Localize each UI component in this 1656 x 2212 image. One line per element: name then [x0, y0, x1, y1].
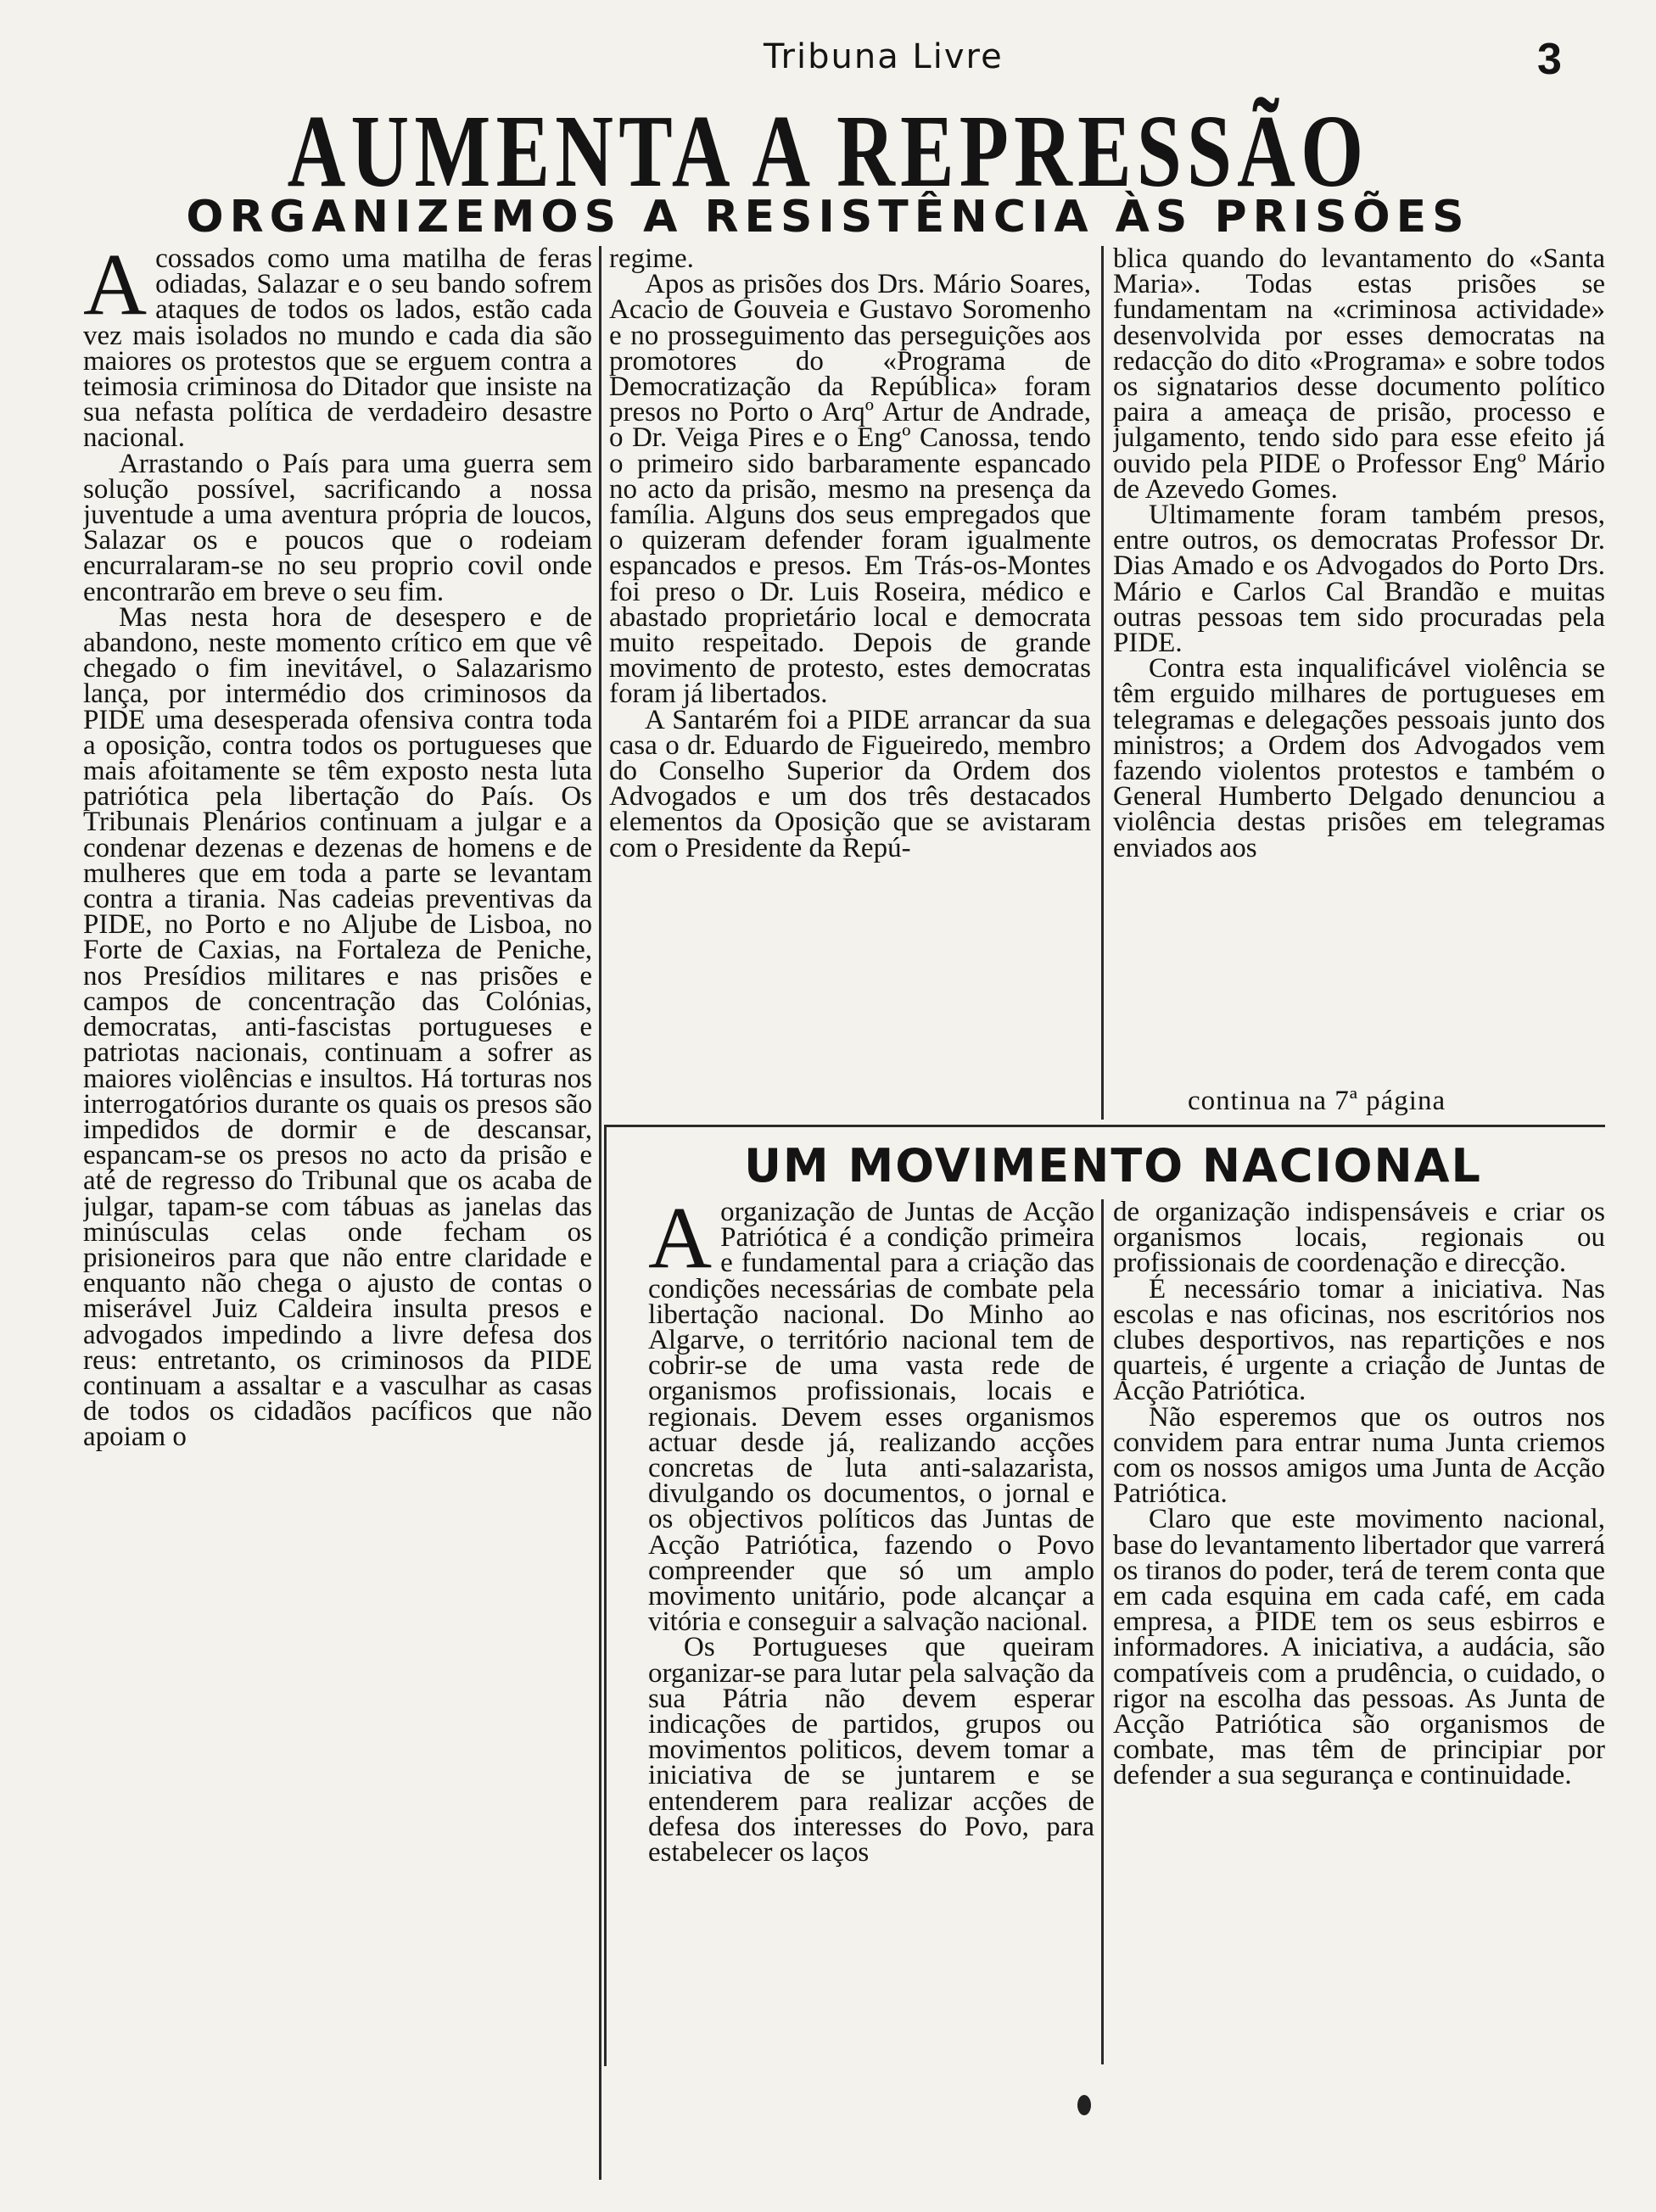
- article1-paragraph: blica quando do levantamento do «Santa Maria». Todas estas prisões se fundamentam na «criminosa actividade» desenvolvida por esses democratas na redacção do dito «Programa» e sobre todos os signatarios desse documento político paira a ameaça de prisão, processo e julgamento, tendo sido para esse efeito já ouvido pela PIDE o Professor Engº Mário de Azevedo Gomes.: [1113, 246, 1605, 505]
- column-divider: [599, 246, 601, 2180]
- article2-paragraph: Claro que este movimento nacional, base do levantamento libertador que varrerá os tiranos do poder, terá de terem conta que em cada esquina em cada café, em cada empresa, a PIDE tem os seus esbirros e informadores. A iniciativa, a audácia, são compatíveis com a prudência, o cuidado, o rigor na escolha das pessoas. As Junta de Acção Patriótica são organismos de combate, mas têm de principiar por defender a sua segurança e continuidade.: [1113, 1504, 1605, 1791]
- article2-paragraph: de organização indispensáveis e criar os organismos locais, regionais ou profissionais de coordenação e direcção.: [1113, 1199, 1605, 1279]
- paragraph-text: organização de Juntas de Acção Patriótica é a condição primeira e fundamental para a criação das condições necessárias de combate pela libertação nacional. Do Minho ao Algarve, o território nacional tem de cobrir-se de uma vasta rede de organismos profissionais, locais e regionais. Devem esses organismos actuar desde já, realizando acções concretas de luta anti-salazarista, divulgando os documentos, o jornal e os objectivos políticos das Juntas de Acção Patriótica, fazendo o Povo compreender que só um amplo movimento unitário, pode alcançar a vitória e conseguir a salvação nacional.: [648, 1199, 1094, 1638]
- article1-column-1: [83, 246, 592, 2180]
- column-divider: [1101, 246, 1104, 1120]
- article2-title: UM MOVIMENTO NACIONAL: [744, 1139, 1482, 1193]
- article2-paragraph: [648, 1199, 1094, 1638]
- article2-paragraph: Não esperemos que os outros nos convidem para entrar numa Junta criemos com os nossos amigos uma Junta de Acção Patriótica.: [1113, 1401, 1605, 1510]
- article1-column-2: [609, 246, 1091, 1120]
- article2-paragraph: É necessário tomar a iniciativa. Nas escolas e nas oficinas, nos escritórios nos clubes desportivos, nas repartições e nos quarteis, é urgente a criação de Juntas de Acção Patriótica.: [1113, 1273, 1605, 1407]
- article1-paragraph: regime.: [609, 246, 694, 274]
- subheadline: ORGANIZEMOS A RESISTÊNCIA ÀS PRISÕES: [186, 192, 1470, 243]
- article2-column-2: [1113, 1199, 1605, 2061]
- article1-paragraph: [83, 246, 592, 454]
- article1-paragraph: Contra esta inqualificável violência se têm erguido milhares de portugueses em telegramas e delegações pessoais junto dos ministros; a Ordem dos Advogados vem fazendo violentos protestos e também o General Humberto Delgado denunciou a violência destas prisões em telegramas enviados aos: [1113, 653, 1605, 863]
- article1-paragraph: A Santarém foi a PIDE arrancar da sua casa o dr. Eduardo de Figueiredo, membro do Conselho Superior da Ordem dos Advogados e um dos três destacados elementos da Oposição que se avistaram com o Presidente da Repú-: [609, 704, 1091, 863]
- article1-column-3: [1113, 246, 1605, 1103]
- article-separator: [604, 1125, 1605, 1127]
- article2-column-1: [648, 1199, 1094, 2061]
- box-border: [604, 1125, 607, 2066]
- article1-paragraph: Apos as prisões dos Drs. Mário Soares, Acacio de Gouveia e Gustavo Soromenho e no prosseguimento das perseguições aos promotores do «Programa de Democratização da República» foram presos no Porto o Arqº Artur de Andrade, o Dr. Veiga Pires e o Engº Canossa, tendo o primeiro sido barbaramente espancado no acto da prisão, mesmo na presença da família. Alguns dos seus empregados que o quizeram defender foram igualmente espancados e presos. Em Trás-os-Montes foi preso o Dr. Luis Roseira, médico e abastado proprietário local e democrata muito respeitado. Depois de grande movimento de protesto, estes democratas foram já libertados.: [609, 269, 1091, 710]
- newspaper-title: Tribuna Livre: [764, 37, 1004, 76]
- dropcap: A: [83, 246, 148, 333]
- page-number: 3: [1537, 35, 1562, 84]
- article1-paragraph: Arrastando o País para uma guerra sem solução possível, sacrificando a nossa juventude a uma aventura própria de loucos, Salazar os e poucos que o rodeiam encurralaram-se no seu proprio covil onde encontrarão em breve o seu fim.: [83, 448, 592, 607]
- continuation-note: continua na 7ª página: [1188, 1086, 1446, 1116]
- article1-paragraph: Mas nesta hora de desespero e de abandono, neste momento crítico em que vê chegado o fim inevitável, o Salazarismo lança, por intermédio dos criminosos da PIDE uma desesperada ofensiva contra toda a oposição, contra todos os portugueses que mais afoitamente se têm exposto nesta luta patriótica pela libertação do País. Os Tribunais Plenários continuam a julgar e a condenar dezenas e dezenas de homens e de mulheres que em toda a parte se levantam contra a tirania. Nas cadeias preventivas da PIDE, no Porto e no Aljube de Lisboa, no Forte de Caxias, na Fortaleza de Peniche, nos Presídios militares e nas prisões e campos de concentração das Colónias, democratas, anti-fascistas portugueses e patriotas nacionais, continuam a sofrer as maiores violências e insultos. Há torturas nos interrogatórios durante os quais os presos são impedidos de dormir e de descansar, espancam-se os presos no acto da prisão e até de regresso do Tribunal que os acaba de julgar, tapam-se com tábuas as janelas das minúsculas celas onde fecham os prisioneiros para que não entre claridade e enquanto não chega o ajusto de contas o miserável Juiz Caldeira insulta presos e advogados impedindo a livre defesa dos reus: entretanto, os criminosos da PIDE continuam a assaltar e a vasculhar as casas de todos os cidadãos pacíficos que não apoiam o: [83, 601, 592, 1453]
- article1-paragraph: Ultimamente foram também presos, entre outros, os democratas Professor Dr. Dias Amado e os Advogados do Porto Drs. Mário e Carlos Cal Brandão e muitas outras pessoas tem sido procuradas pela PIDE.: [1113, 500, 1605, 659]
- column-divider: [1101, 1199, 1104, 2064]
- dropcap: A: [648, 1199, 713, 1287]
- ink-spot: [1077, 2095, 1091, 2115]
- running-head: [0, 37, 1656, 88]
- headline: AUMENTA A REPRESSÃO: [287, 94, 1369, 209]
- article2-paragraph: Os Portugueses que queiram organizar-se para lutar pela salvação da sua Pátria não devem esperar indicações de partidos, grupos ou movimentos politicos, devem tomar a iniciativa de se juntarem e se entenderem para realizar acções de defesa dos interesses do Povo, para estabelecer os laços: [648, 1632, 1094, 1868]
- paragraph-text: cossados como uma matilha de feras odiadas, Salazar e o seu bando sofrem ataques de todos os lados, estão cada vez mais isolados no mundo e cada dia são maiores os protestos que se erguem contra a teimosia criminosa do Ditador que insiste na sua nefasta política de verdadeiro desastre nacional.: [83, 246, 592, 454]
